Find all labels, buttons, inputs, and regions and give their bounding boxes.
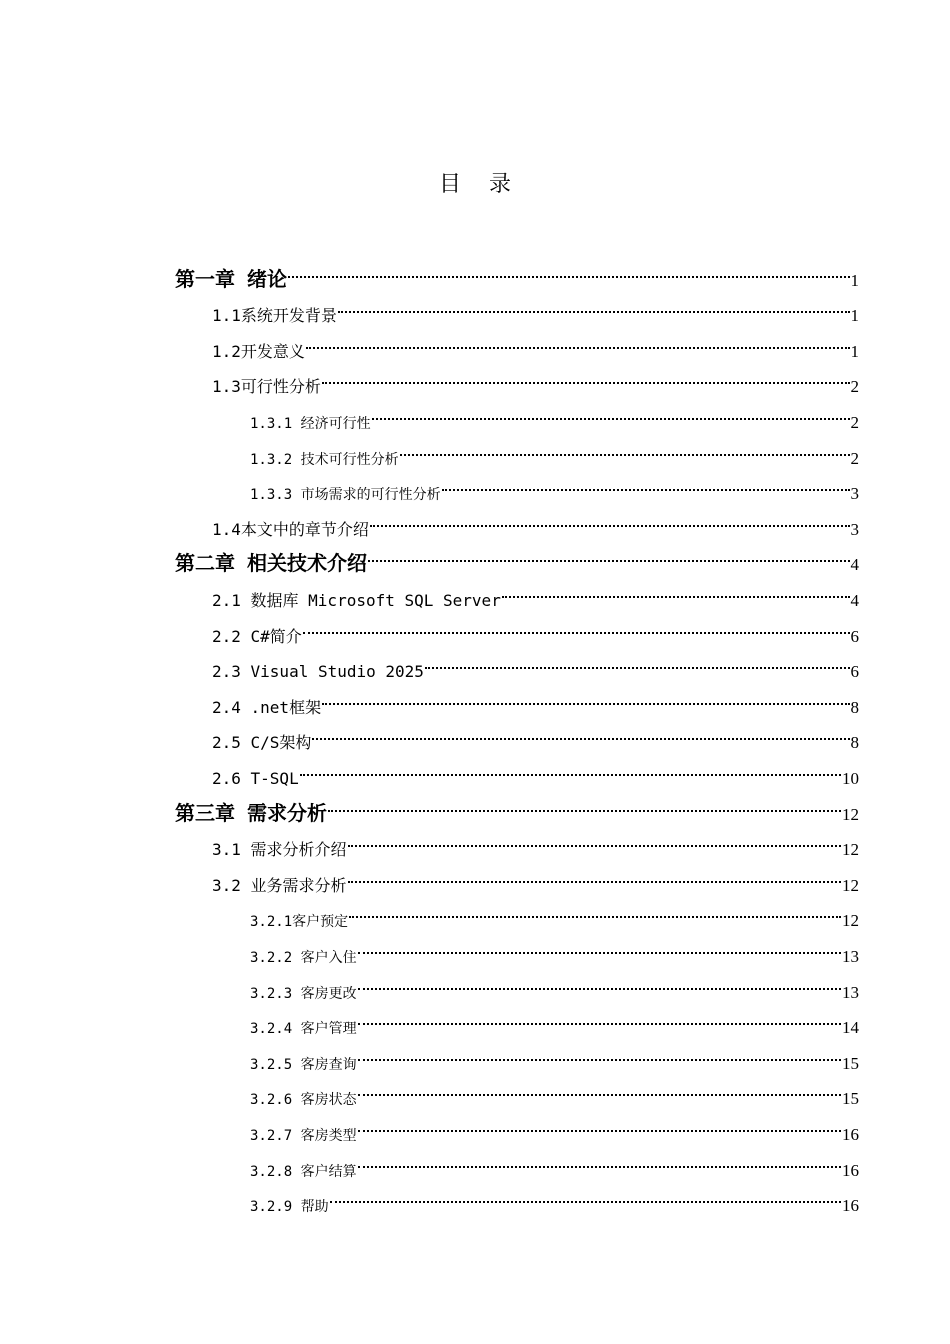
toc-entry-text: 绪论 [247,266,287,291]
toc-page-number: 1 [850,270,859,290]
toc-entry-text: 需求分析 [247,800,327,825]
dot-leader [303,606,850,642]
toc-entry[interactable] [212,570,859,610]
toc-entry[interactable] [250,1176,859,1216]
dot-leader [368,535,850,571]
dot-leader [370,499,850,535]
dot-leader [322,357,850,393]
toc-page-number: 12 [842,840,859,860]
toc-entry-text: 3.2.8 客户结算 [250,1163,357,1180]
toc-entry-text: 2.3 Visual Studio 2025 [212,662,424,682]
dot-leader [338,286,850,322]
toc-entry[interactable] [250,428,859,468]
toc-entry-text: 1.1系统开发背景 [212,306,337,326]
dot-leader [328,784,841,820]
dot-leader [348,855,841,891]
dot-leader [372,392,850,428]
dot-leader [358,1104,841,1140]
chapter-number: 第二章 [175,551,235,576]
dot-leader [300,748,841,784]
toc-entry-text: 1.4本文中的章节介绍 [212,519,369,539]
dot-leader [322,677,849,713]
toc-entry-text: 2.2 C#简介 [212,626,302,646]
toc-page-number: 15 [842,1053,859,1073]
dot-leader [358,1033,841,1069]
toc-page-number: 13 [842,946,859,966]
toc-page-number: 3 [850,519,859,539]
toc-entry-text: 2.6 T-SQL [212,768,299,788]
toc-page-number: 12 [842,911,859,931]
toc-entry[interactable] [250,392,859,432]
toc-entry[interactable] [212,748,859,788]
toc-page-number: 4 [850,590,859,610]
toc-entry-label [250,1190,329,1226]
toc-entry-text: 3.2.4 客户管理 [250,1021,357,1038]
toc-entry-text: 3.2.7 客房类型 [250,1127,357,1144]
toc-entry[interactable] [250,891,859,931]
toc-page-number: 16 [842,1196,859,1216]
toc-entry[interactable] [250,464,859,504]
dot-leader [358,1140,841,1176]
toc-entry-text: 3.1 需求分析介绍 [212,840,347,860]
toc-entry-text: 3.2.2 客户入住 [250,949,357,966]
dot-leader [442,464,850,500]
toc-page-number: 2 [850,412,859,432]
toc-page-number: 2 [850,377,859,397]
toc-entry-text: 1.3.2 技术可行性分析 [250,451,399,468]
toc-entry[interactable] [212,855,859,895]
toc-entry-text: 3.2.9 帮助 [250,1199,329,1216]
toc-entry-text: 3.2.6 客房状态 [250,1092,357,1109]
toc-entry-text: 1.3.1 经济可行性 [250,415,371,432]
toc-page-number: 16 [842,1124,859,1144]
toc-page-number: 14 [842,1018,859,1038]
toc-entry[interactable] [250,1033,859,1073]
toc-page-number: 4 [850,555,859,575]
dot-leader [288,250,850,286]
toc-entry[interactable] [212,642,859,682]
dot-leader [306,321,850,357]
toc-entry-text: 3.2.5 客房查询 [250,1056,357,1073]
chapter-number: 第一章 [175,266,235,291]
toc-entry[interactable] [250,1069,859,1109]
dot-leader [502,570,850,606]
dot-leader [358,998,841,1034]
toc-entry[interactable] [175,535,859,576]
toc-entry[interactable] [250,1104,859,1144]
toc-entry[interactable] [250,926,859,966]
dot-leader [358,1069,841,1105]
dot-leader [330,1176,841,1212]
toc-entry[interactable] [212,357,859,397]
toc-entry[interactable] [212,321,859,361]
toc-entry[interactable] [250,962,859,1002]
toc-entry-text: 3.2.3 客房更改 [250,985,357,1002]
dot-leader [349,891,841,927]
toc-page-number: 1 [850,341,859,361]
toc-page-number: 3 [850,484,859,504]
chapter-number: 第三章 [175,800,235,825]
toc-page-number: 12 [842,875,859,895]
dot-leader [358,962,841,998]
toc-page-number: 6 [850,626,859,646]
toc-page-number: 6 [850,662,859,682]
toc-entry-text: 2.5 C/S架构 [212,733,312,753]
toc-entry-text: 2.1 数据库 Microsoft SQL Server [212,590,501,610]
toc-entry[interactable] [250,998,859,1038]
toc-entry-text: 3.2 业务需求分析 [212,875,347,895]
toc-entry-text: 2.4 .net框架 [212,697,322,717]
toc-entry-text: 1.2开发意义 [212,341,305,361]
dot-leader [425,642,850,678]
toc-entry-text: 1.3可行性分析 [212,377,321,397]
toc-entry[interactable] [175,250,859,291]
toc-entry[interactable] [212,499,859,539]
toc-entry[interactable] [212,820,859,860]
dot-leader [348,820,841,856]
toc-title: 目录 [438,172,539,197]
toc-entry-text: 1.3.3 市场需求的可行性分析 [250,487,441,504]
toc-page-number: 16 [842,1160,859,1180]
toc-page-number: 1 [850,306,859,326]
toc-entry-text: 3.2.1客户预定 [250,914,349,931]
toc-entry[interactable] [175,784,859,825]
toc-page-number: 12 [842,804,859,824]
toc-page-number: 8 [850,697,859,717]
toc-entry[interactable] [212,286,859,326]
toc-entry-text: 相关技术介绍 [247,551,367,576]
toc-entry[interactable] [212,677,859,717]
dot-leader [312,713,849,749]
toc-entry[interactable] [250,1140,859,1180]
toc-entry[interactable] [212,606,859,646]
dot-leader [400,428,850,464]
toc-page-number: 15 [842,1089,859,1109]
toc-page-number: 2 [850,448,859,468]
toc-page-number: 8 [850,733,859,753]
toc-page-number: 10 [842,768,859,788]
dot-leader [358,926,841,962]
toc-page-number: 13 [842,982,859,1002]
toc-entry[interactable] [212,713,859,753]
